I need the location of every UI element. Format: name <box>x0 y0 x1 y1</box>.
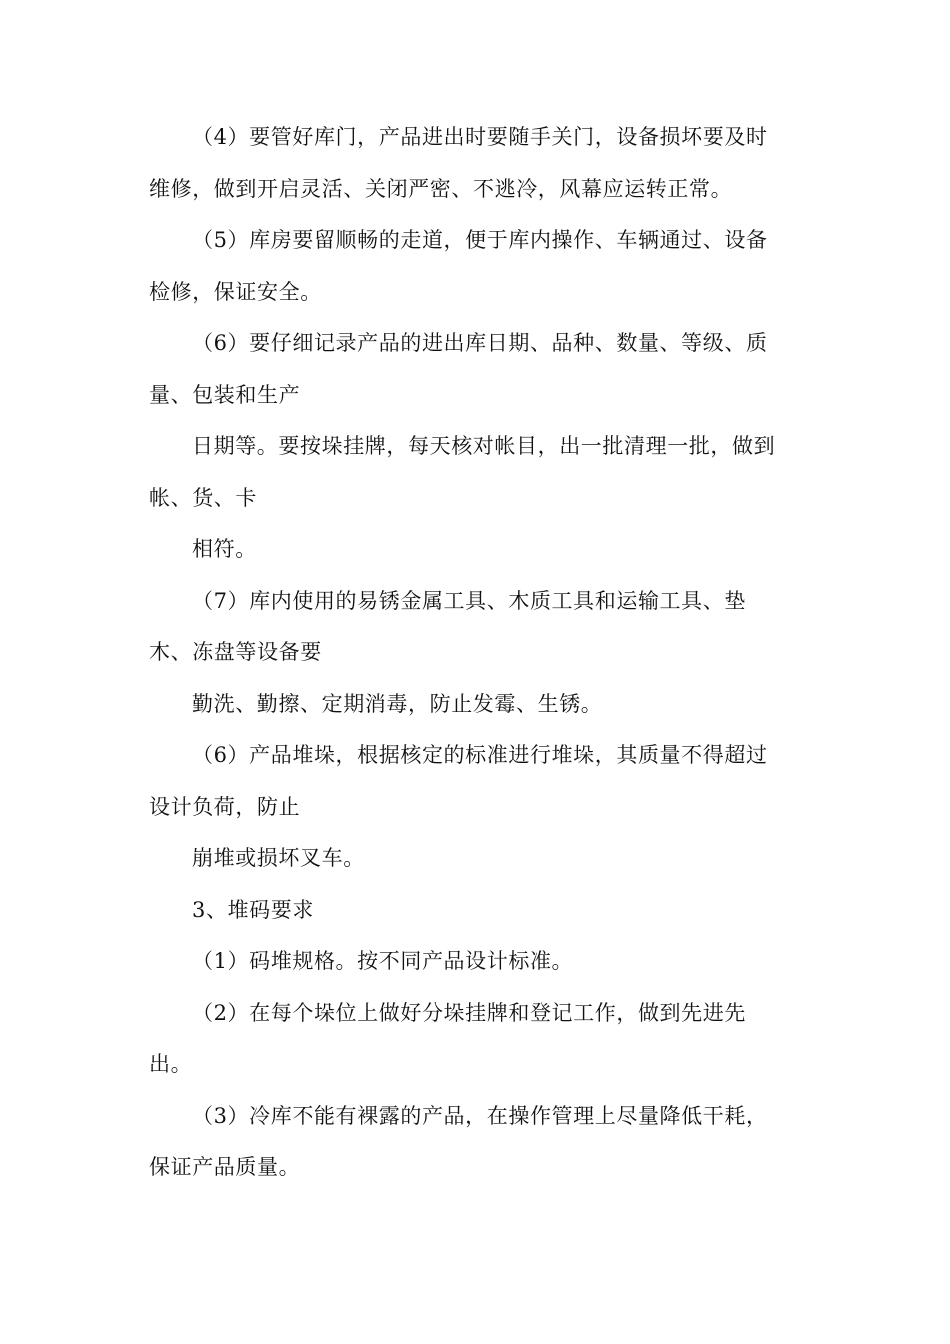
item-1-line-1: （1）码堆规格。按不同产品设计标准。 <box>192 949 574 973</box>
paragraph-6-line-5: 相符。 <box>192 537 257 561</box>
paragraph-6-line-1: （6）要仔细记录产品的进出库日期、品种、数量、等级、质 <box>192 331 768 355</box>
paragraph-4-line-1: （4）要管好库门，产品进出时要随手关门，设备损坏要及时 <box>192 125 768 149</box>
paragraph-6b-line-2: 设计负荷，防止 <box>149 795 301 819</box>
item-2-line-2: 出。 <box>149 1052 193 1076</box>
paragraph-5-line-1: （5）库房要留顺畅的走道，便于库内操作、车辆通过、设备 <box>192 228 768 252</box>
paragraph-4-line-2: 维修，做到开启灵活、关闭严密、不逃冷，风幕应运转正常。 <box>149 177 733 201</box>
paragraph-6-line-4: 帐、货、卡 <box>149 486 257 510</box>
paragraph-6-line-3: 日期等。要按垛挂牌，每天核对帐目，出一批清理一批，做到 <box>192 434 776 458</box>
paragraph-7-line-2: 木、冻盘等设备要 <box>149 640 322 664</box>
paragraph-5-line-2: 检修，保证安全。 <box>149 280 322 304</box>
item-3-line-1: （3）冷库不能有裸露的产品，在操作管理上尽量降低干耗， <box>192 1104 768 1128</box>
item-2-line-1: （2）在每个垛位上做好分垛挂牌和登记工作，做到先进先 <box>192 1001 746 1025</box>
item-3-line-2: 保证产品质量。 <box>149 1155 301 1179</box>
paragraph-7-line-3: 勤洗、勤擦、定期消毒，防止发霉、生锈。 <box>192 692 603 716</box>
paragraph-6b-line-3: 崩堆或损坏叉车。 <box>192 846 365 870</box>
section-heading-3: 3、堆码要求 <box>192 898 314 922</box>
paragraph-6-line-2: 量、包装和生产 <box>149 383 301 407</box>
paragraph-6b-line-1: （6）产品堆垛，根据核定的标准进行堆垛，其质量不得超过 <box>192 743 768 767</box>
paragraph-7-line-1: （7）库内使用的易锈金属工具、木质工具和运输工具、垫 <box>192 589 746 613</box>
